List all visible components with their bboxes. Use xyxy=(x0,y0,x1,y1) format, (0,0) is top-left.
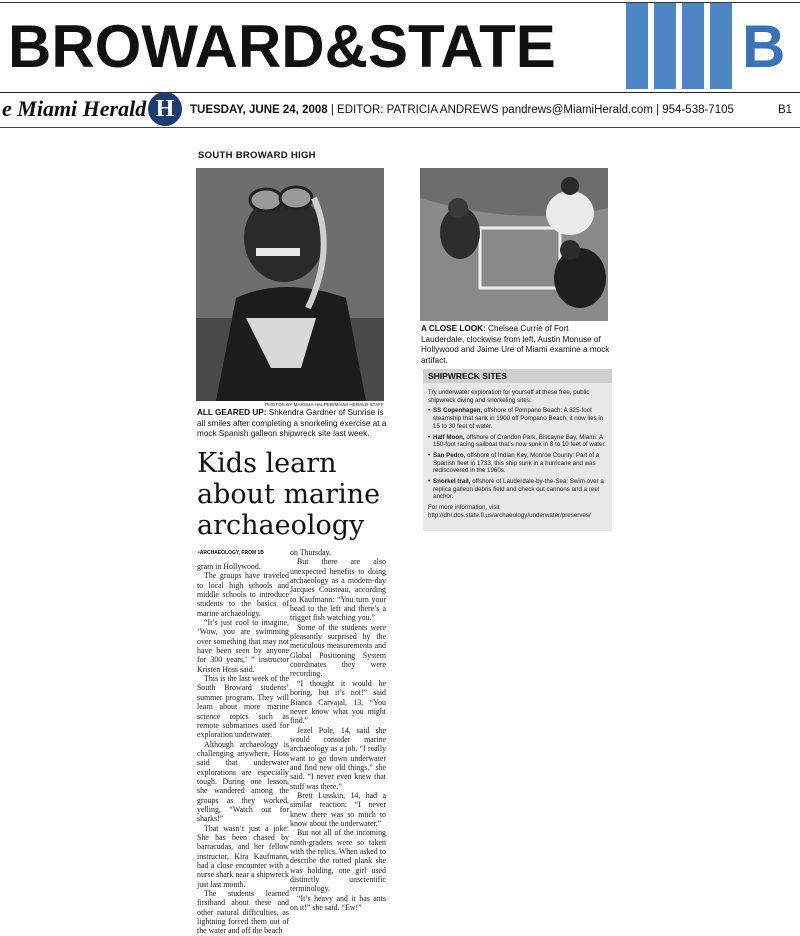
section-accent-bars xyxy=(626,3,732,89)
article-headline: Kids learn about marine archaeology xyxy=(197,448,381,541)
site-name: San Pedro, xyxy=(433,451,466,459)
dateline-editor: | EDITOR: PATRICIA ANDREWS pandrews@MiamiHerald.com | 954-538-7105 xyxy=(330,104,734,116)
article-kicker: SOUTH BROWARD HIGH xyxy=(198,150,316,161)
paragraph: “I thought it would be boring, but it’s not!” said Bianca Carvajal, 13. “You never know what you might find.” xyxy=(290,678,386,726)
paper-name: e Miami Herald xyxy=(2,96,147,121)
main-caption-text: Shkendra Gardner of Sunrise is all smiles after completing a snorkeling exercise at a mock Spanish galleon shipwreck site last week. xyxy=(197,408,387,438)
section-letter: B xyxy=(742,13,786,80)
paragraph: on Thursday. xyxy=(290,548,331,557)
students-artifact-photo xyxy=(420,168,608,321)
paragraph: That wasn’t just a joke: She has been chased by barracudas, and her fellow instructor, Kira Kaufmann, had a close encounter with a nurse shark near a shipwreck just last month. xyxy=(197,823,289,889)
site-name: Snorkel trail, xyxy=(433,478,471,486)
paragraph: Although archaeology is challenging anywhere, Hoss said that underwater explorations are especially tough. During one lesson, she wandered among the groups as they worked, yelling, “Watch out for sharks!” xyxy=(197,739,289,824)
paragraph: “It’s heavy and it has ants on it!” she said. “Ew!” xyxy=(290,893,386,913)
paragraph: This is the last week of the South Broward students’ summer program. They will learn about more marine science topics such as remote submarines used for exploration underwater. xyxy=(197,674,289,740)
main-photo-caption xyxy=(197,408,387,440)
list-item xyxy=(428,434,608,449)
list-item xyxy=(428,452,608,475)
sidebar-intro: Try underwater exploration for yourself at these free, public shipwreck diving and snorkeling sites: xyxy=(428,389,590,404)
shipwreck-sites-title: SHIPWRECK SITES xyxy=(428,371,507,381)
paragraph: Brett Lusskin, 14, had a similar reaction: “I never knew there was so much to know about the underwater.” xyxy=(290,790,386,828)
masthead-rule xyxy=(0,92,800,93)
article-column-1 xyxy=(197,562,289,936)
herald-logo-icon: H xyxy=(148,92,182,126)
article-column-2 xyxy=(290,548,386,912)
list-item xyxy=(428,478,608,501)
list-item xyxy=(428,407,608,430)
shipwreck-sites-body xyxy=(428,389,608,523)
site-description: offshore of Lauderdale-by-the-Sea: Swim over a replica galleon debris field and check out cannons and a reel anchor. xyxy=(433,478,604,501)
bullet-icon: • xyxy=(428,451,431,459)
bullet-icon: • xyxy=(428,433,431,441)
site-name: Half Moon, xyxy=(433,433,465,441)
photo-credit: PHOTOS BY MARSHA HALPER/MIAMI HERALD STAFF xyxy=(265,402,384,407)
site-description: offshore of Pompano Beach: A 325-foot steamship that sank in 1900 off Pompano Beach, it now lies in 15 to 30 feet of water. xyxy=(433,407,604,430)
page-number: B1 xyxy=(778,104,793,116)
paragraph: But not all of the incoming ninth-graders were so taken with the relics. When asked to describe the rotted plank she was holding, one girl used distinctly unscientific terminology. xyxy=(290,828,386,894)
sidebar-more-info: For more information, visit http://dhr.dos.state.fl.us/archaeology/underwater/preserves/ xyxy=(428,504,591,519)
paragraph: Some of the students were pleasantly surprised by the meticulous measurements and Global Positioning System coordinates they were recording. xyxy=(290,622,386,679)
paragraph: Jezel Pole, 14, said she would consider marine archaeology as a job. “I really want to go down underwater and find new old things,” she said. “I never even knew that stuff was there.” xyxy=(290,725,386,791)
paragraph: The groups have traveled to local high schools and middle schools to introduce students to the basics of marine archaeology. xyxy=(197,571,289,618)
paragraph: “It’s just cool to imagine, ‘Wow, you are swimming over something that may not have been seen by anyone for 300 years,’ ” instructor Kristen Hoss said. xyxy=(197,618,289,674)
bullet-icon: • xyxy=(428,478,431,486)
site-description: offshore of Crandon Park, Biscayne Bay, Miami: A 150-foot racing sailboat that’s now sunk in 8 to 10 feet of water. xyxy=(433,433,606,449)
paragraph: The students learned firsthand about these and other natural difficulties, as lightning forced them out of the water and off the beach xyxy=(197,889,289,936)
main-caption-lead: ALL GEARED UP: xyxy=(197,408,267,417)
jump-line: •ARCHAEOLOGY, FROM 1B xyxy=(198,550,264,556)
paragraph: But there are also unexpected benefits to doing archaeology as a modern-day Jacques Cousteau, according to Kaufmann: “You turn your head to the left and there’s a trigger fish watching you.” xyxy=(290,557,386,623)
site-name: SS Copenhagen, xyxy=(433,407,483,415)
paragraph: gram in Hollywood. xyxy=(197,562,261,571)
side-caption-lead: A CLOSE LOOK: xyxy=(421,324,486,333)
side-photo-caption xyxy=(421,324,611,366)
bullet-icon: • xyxy=(428,407,431,415)
site-description: offshore of Indian Key, Monroe County: Part of a Spanish fleet in 1733, this ship sunk in a hurricane and was rediscovered in the 1960s. xyxy=(433,451,600,475)
section-title: BROWARD&STATE xyxy=(8,13,556,80)
masthead-bottom-rule xyxy=(0,127,800,128)
dateline xyxy=(190,102,734,118)
snorkeler-photo xyxy=(196,168,384,401)
dateline-date: TUESDAY, JUNE 24, 2008 xyxy=(190,104,328,116)
side-caption-text: Chelsea Currie of Fort Lauderdale, clockwise from left, Austin Monuse of Hollywood and Jaime Ure of Miami examine a mock artifact. xyxy=(421,324,610,365)
